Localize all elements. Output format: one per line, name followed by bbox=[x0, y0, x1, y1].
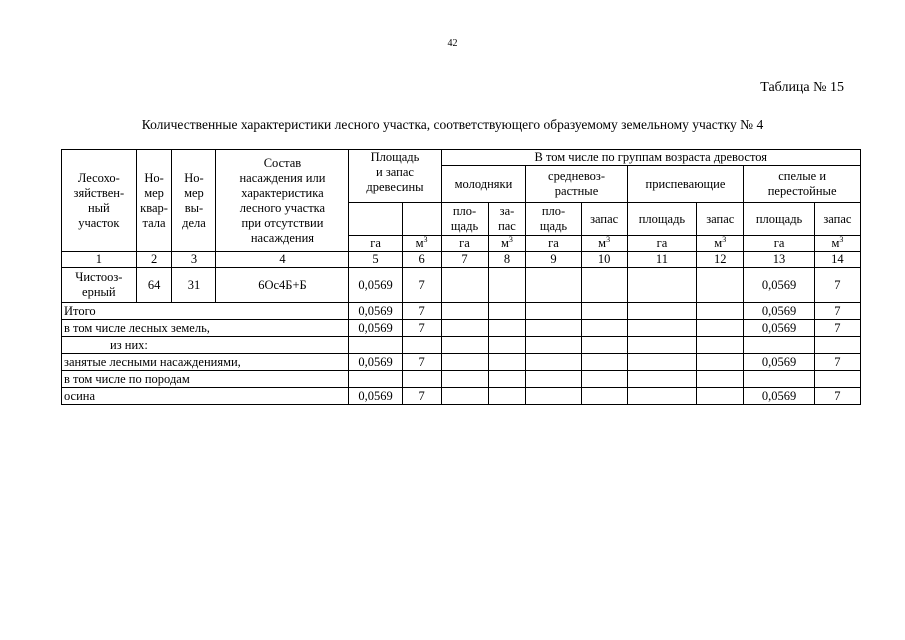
site-name: Чистооз- ерный bbox=[62, 268, 137, 303]
header-middle-stock: запас bbox=[581, 203, 627, 236]
mature-stock-value: 7 bbox=[814, 303, 860, 320]
mature-area-value bbox=[744, 371, 815, 388]
col-number: 11 bbox=[627, 252, 697, 268]
col-number: 4 bbox=[216, 252, 349, 268]
stock-value: 7 bbox=[402, 268, 441, 303]
header-premature-stock: запас bbox=[697, 203, 744, 236]
header-middle-aged: средневоз- растные bbox=[526, 166, 627, 203]
unit-ha: га bbox=[744, 236, 815, 252]
unit-ha: га bbox=[526, 236, 581, 252]
header-site: Лесохо- зяйствен- ный участок bbox=[62, 150, 137, 252]
col-number: 3 bbox=[172, 252, 216, 268]
header-mature-stock: запас bbox=[814, 203, 860, 236]
header-row-1 bbox=[62, 150, 861, 166]
row-label: осина bbox=[62, 388, 349, 405]
area-value: 0,0569 bbox=[349, 354, 402, 371]
col-number: 5 bbox=[349, 252, 402, 268]
table-row bbox=[62, 268, 861, 303]
table-row bbox=[62, 303, 861, 320]
column-number-row bbox=[62, 252, 861, 268]
row-label: Итого bbox=[62, 303, 349, 320]
page-number: 42 bbox=[447, 38, 458, 49]
mature-stock-value bbox=[814, 371, 860, 388]
header-composition: Состав насаждения или характеристика лесного участка при отсутствии насаждения bbox=[216, 150, 349, 252]
header-quarter: Но- мер квар- тала bbox=[136, 150, 172, 252]
col-number: 10 bbox=[581, 252, 627, 268]
area-value: 0,0569 bbox=[349, 303, 402, 320]
empty-cell bbox=[441, 268, 488, 303]
empty-cell bbox=[488, 268, 526, 303]
header-young-stock: за- пас bbox=[488, 203, 526, 236]
header-young: молодняки bbox=[441, 166, 526, 203]
unit-m3: $м^3$ bbox=[488, 236, 526, 252]
stock-value bbox=[402, 337, 441, 354]
row-label: из них: bbox=[62, 337, 349, 354]
col-number: 12 bbox=[697, 252, 744, 268]
header-plot: Но- мер вы- дела bbox=[172, 150, 216, 252]
mature-stock-value: 7 bbox=[814, 268, 860, 303]
mature-stock-value: 7 bbox=[814, 388, 860, 405]
col-number: 14 bbox=[814, 252, 860, 268]
header-empty bbox=[402, 203, 441, 236]
area-value: 0,0569 bbox=[349, 320, 402, 337]
header-mature: спелые и перестойные bbox=[744, 166, 861, 203]
header-premature-area: площадь bbox=[627, 203, 697, 236]
area-value bbox=[349, 371, 402, 388]
mature-area-value: 0,0569 bbox=[744, 354, 815, 371]
col-number: 6 bbox=[402, 252, 441, 268]
unit-m3: $м^3$ bbox=[814, 236, 860, 252]
stock-value: 7 bbox=[402, 354, 441, 371]
row-label: занятые лесными насаждениями, bbox=[62, 354, 349, 371]
unit-m3: $м^3$ bbox=[402, 236, 441, 252]
stock-value: 7 bbox=[402, 303, 441, 320]
area-value: 0,0569 bbox=[349, 388, 402, 405]
unit-ha: га bbox=[349, 236, 402, 252]
row-label: в том числе лесных земель, bbox=[62, 320, 349, 337]
empty-cell bbox=[697, 268, 744, 303]
stock-value bbox=[402, 371, 441, 388]
header-area-stock: Площадь и запас древесины bbox=[349, 150, 441, 203]
row-label: в том числе по породам bbox=[62, 371, 349, 388]
plot-number: 31 bbox=[172, 268, 216, 303]
mature-area-value: 0,0569 bbox=[744, 388, 815, 405]
header-middle-area: пло- щадь bbox=[526, 203, 581, 236]
unit-ha: га bbox=[441, 236, 488, 252]
mature-area-value bbox=[744, 337, 815, 354]
table-row bbox=[62, 320, 861, 337]
header-premature: приспевающие bbox=[627, 166, 744, 203]
table-row bbox=[62, 337, 861, 354]
col-number: 2 bbox=[136, 252, 172, 268]
header-age-groups: В том числе по группам возраста древостоя bbox=[441, 150, 861, 166]
col-number: 9 bbox=[526, 252, 581, 268]
area-value bbox=[349, 337, 402, 354]
quarter-number: 64 bbox=[136, 268, 172, 303]
header-empty bbox=[349, 203, 402, 236]
unit-ha: га bbox=[627, 236, 697, 252]
table-number: Таблица № 15 bbox=[760, 80, 844, 95]
header-young-area: пло- щадь bbox=[441, 203, 488, 236]
mature-area-value: 0,0569 bbox=[744, 303, 815, 320]
mature-stock-value: 7 bbox=[814, 354, 860, 371]
empty-cell bbox=[581, 268, 627, 303]
unit-m3: $м^3$ bbox=[581, 236, 627, 252]
stock-value: 7 bbox=[402, 388, 441, 405]
col-number: 8 bbox=[488, 252, 526, 268]
table-row bbox=[62, 371, 861, 388]
mature-area-value: 0,0569 bbox=[744, 320, 815, 337]
mature-stock-value: 7 bbox=[814, 320, 860, 337]
unit-m3: $м^3$ bbox=[697, 236, 744, 252]
forest-characteristics-table bbox=[61, 149, 861, 405]
table-caption: Количественные характеристики лесного участка, соответствующего образуемому земельному участку № 4 bbox=[141, 117, 764, 132]
table-row bbox=[62, 388, 861, 405]
header-mature-area: площадь bbox=[744, 203, 815, 236]
mature-area-value: 0,0569 bbox=[744, 268, 815, 303]
composition: 6Ос4Б+Б bbox=[216, 268, 349, 303]
mature-stock-value bbox=[814, 337, 860, 354]
empty-cell bbox=[526, 268, 581, 303]
col-number: 13 bbox=[744, 252, 815, 268]
area-value: 0,0569 bbox=[349, 268, 402, 303]
table-row bbox=[62, 354, 861, 371]
stock-value: 7 bbox=[402, 320, 441, 337]
col-number: 7 bbox=[441, 252, 488, 268]
col-number: 1 bbox=[62, 252, 137, 268]
empty-cell bbox=[627, 268, 697, 303]
